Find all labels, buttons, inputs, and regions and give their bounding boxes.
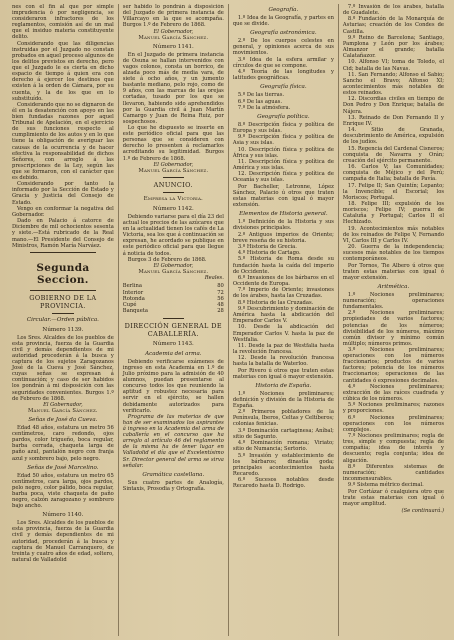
- topic-item: Por Tornos, Tie Albero ú otros que traten estas materias con igual ó mayor extensión.: [342, 262, 444, 281]
- topic-item: 7.º Nociones preliminares; regla de tres, simple y compuesta; regla de compañía; idea de interés y descuento; regla conjunta; idea de aligación.: [342, 433, 444, 464]
- intro-paragraph: Vengo en conformar la negativa del Gobernador.: [12, 205, 114, 218]
- seat-price: 80: [217, 283, 224, 290]
- signature-name: Manuel García Sánchez.: [138, 34, 209, 41]
- topic-item: 10. Descripción física y política de África y sus islas.: [232, 146, 334, 159]
- topic-item: 4.º Nociones preliminares; extracción de las raíces cuadrada y cúbica de los números.: [342, 383, 444, 402]
- topic-item: 2.º Nociones preliminares; propiedades de varios factores; potencias de los números; divisibilidad de los números, máximo común divisor y mínimo común múltiplo; números primos.: [342, 310, 444, 347]
- company-name: Empresa la Victoria.: [143, 196, 204, 202]
- topic-item: 6.º Nociones preliminares; operaciones con los números complejos.: [342, 414, 444, 433]
- subject-heading: Geografía política.: [257, 113, 310, 120]
- description-text: Edad 50 años, estatura un metro 65 centímetros, cara larga, ojos pardos, pelo negro, color pálido, boca regular, barba poca, viste chaqueta de paño negro, calzón zaragozano y sombrero bajo ancho.: [12, 472, 114, 510]
- topic-item: 2.º Antiguos imperios de Oriente; breve reseña de su historia.: [232, 231, 334, 244]
- signature-name: Manuel García Sánchez.: [138, 269, 209, 276]
- topic-item: 5.º De las tierras.: [237, 92, 285, 99]
- intro-paragraph: nes con el fin al que por simple imprudencia ó por negligencia, se consideraron infractores de los reglamentos, comisión así de un mal que el insiduo materia constituyente delito.: [12, 4, 114, 41]
- subject-heading: Geografía.: [268, 7, 299, 13]
- topic-item: 20. Guerra de la independencia; sucesos más notables de los tiempos contemporáneos.: [342, 244, 444, 263]
- topic-item: 5.º Historia de Roma desde su fundación hasta la caída del imperio de Occidente.: [232, 256, 334, 275]
- topic-item: 3.º Historia de Grecia.: [237, 243, 297, 250]
- topic-item: 7.º Invasión de los árabes, batalla de Guadalete.: [342, 4, 444, 17]
- topic-item: 3.º Dominación cartaginesa; Aníbal; sitio de Sagunto.: [232, 427, 334, 440]
- subject-heading: Elementos de Historia general.: [239, 211, 328, 218]
- divider: [30, 252, 96, 253]
- intro-paragraph: Considerando que las diligencias instruidas por el Juzgado no constan probados en aquel proceso algunos de los delitos previstos en derecho, pero que el Juzgado le es cierta en dicho espacio de tiempo á quien era con derecho á ejercer los destinos que existen á la orden de Cámara, por su cuenta, y la de los que en lo substituído.: [12, 40, 114, 102]
- topic-item: 6.º Sucesos notables desde Recaredo hasta D. Rodrigo.: [232, 477, 334, 490]
- topic-item: 5.º Invasión y establecimiento de los bárbaros; dinastía goda; principales acontecimientos hasta Recaredo.: [232, 452, 334, 477]
- topic-item: 15. Regencia del Cardenal Cisneros; conquista de Navarra y Orán; creación del ejército permanente.: [342, 145, 444, 164]
- topic-item: 8.º Historia de las Cruzadas.: [237, 299, 314, 306]
- description-text: Edad 48 años, estatura un metro 56 centímetros, caro redondo, ojos pardos, color trigueño, boca regular, barba cerrada, chaqueta larga de paño azul, pantalón negro con franja azul y sombrero bajo, pelo negro.: [12, 425, 114, 462]
- topic-item: 2.º Primeros pobladores de la Península, Iberos, Celtas y Celtíberos; colonias fenicias.: [232, 409, 334, 428]
- province-title: GOBIERNO DE LA PROVINCIA.: [29, 293, 97, 310]
- academy-heading: Academia del arma.: [145, 350, 202, 357]
- topic-item: 4.º Historia de Cartago.: [237, 250, 301, 257]
- notice-text: Debiendo variarse para el día 23 del actual los precios de las azúcares que en la actualidad tienen los cafés de La Victoria, sea los que á continuación se expresan, he acordado se publique en este periódico oficial para que llegue á noticia de todos.: [122, 214, 224, 257]
- seat-price: 72: [217, 289, 224, 296]
- notice-date: Burgos 3 de Febrero de 1868.: [127, 256, 207, 263]
- notice-number: Número 1143.: [152, 340, 194, 347]
- signature-role: El Gobernador,: [153, 161, 194, 168]
- divider: [163, 177, 184, 178]
- section-title: Segunda Seccion.: [36, 261, 90, 286]
- programme-text: Programa de las materias de que han de ser examinados los aspirantes á ingreso en la Academia del arma de caballería en el concurso que ha arreglo al artículo 46 del reglamento de la misma ha de tener lugar en Valladolid el día que el Excelentísimo Sr. Director general del arma se sirva señalar.: [122, 413, 224, 469]
- topic-item: 6.º De las aguas.: [237, 98, 282, 105]
- topic-item: 10. Alfonso VI; toma de Toledo, el Cid; batalla de las Navas.: [342, 59, 444, 72]
- signature-name: Manuel García Sánchez.: [138, 167, 209, 174]
- notice-text: En el Juzgado de primera instancia de Osuna se hallan intervenidos con vagos colonos, consta un borrico, de alzada poco más de media vara, de siete á ocho años, y un jumento bastante mediano, pelo rojo, como de 9 años, con las marcas de las orejas cortadas, tusado por los que se llevaron, habiendo sido aprehendidos por la Guardia civil á Juan Martín Camargo y Juan de Reina Ruiz, por sospechosos.: [122, 51, 224, 125]
- topic-item: 9.º Descripción física y política de Asia y sus islas.: [232, 134, 334, 147]
- subject-heading: Gramática castellana.: [142, 471, 205, 478]
- topic-item: 1.º Idea de la Geografía, y partes en que se divide.: [232, 15, 334, 28]
- price-unit-heading: Reales.: [204, 275, 224, 282]
- intro-paragraph: Dado en Palacio á catorce de Diciembre de mil ochocientos sesenta y siete.—Está rubricado de la Real mano.—El Presidente del Consejo de Ministros, Ramón María Narváez.: [12, 218, 114, 249]
- subject-text: Sus cuatro partes de Analogía, Sintaxis, Prosodia y Ortografía.: [122, 479, 224, 492]
- topic-item: 1.º Definición de la Historia y sus divisiones principales.: [232, 219, 334, 232]
- topic-item: 1.º Nociones preliminares; numeración; operaciones fundamentales.: [342, 291, 444, 311]
- notice-text: Lo que he dispuesto se inserte en este periódico oficial para que las personas que se consideren con derecho lo presenten á reclamarlos acreditando su legitimidad. Burgos 1.º de Febrero de 1868.: [122, 125, 224, 162]
- topic-item: 11. Desde la paz de Westfalia hasta la revolución francesa.: [232, 342, 334, 355]
- topic-item: 7.º Imperio de Oriente; invasiones de los árabes, hasta las Cruzadas.: [232, 287, 334, 300]
- divider: [163, 318, 184, 319]
- signature-role: El Gobernador,: [153, 263, 194, 270]
- notice-text: Los Sres. Alcaldes de los pueblos de esta provincia, fuerza de la Guardia civil y demás dependientes de mi autoridad, procederán á la busca y captura de Manuel Carranquero, de treinta y cuatro años de edad, soltero, natural de Valladolid: [12, 520, 114, 563]
- department-heading: DIRECCIÓN GENERAL DE CABALLERÍA.: [124, 321, 222, 338]
- subject-heading: Geografía astronómica.: [250, 30, 317, 37]
- description-heading: Señas de José Marcelino.: [27, 464, 99, 471]
- column-4: [338, 4, 448, 636]
- topic-item: 14. Sitio de Granada, descubrimiento de América, expulsión de los judíos.: [342, 127, 444, 146]
- topic-item: 2.º De los cuerpos celestes en general, y opiniones acerca de sus movimientos.: [232, 38, 334, 57]
- topic-item: 8.º Diferentes sistemas de numeración; cantidades inconmensurables.: [342, 463, 444, 482]
- column-2: [118, 4, 228, 636]
- topic-item: 8.º Descripción física y política de Europa y sus islas.: [232, 121, 334, 134]
- topic-item: 12. Discordias civiles en tiempo de Don Pedro y Don Enrique; batalla de Nájera.: [342, 96, 444, 115]
- intro-paragraph: Considerando que no se dignaron de él en la desatención con apoyo en las bien fundadas razones por aquel Tribunal de Apelación, en el ejercicio de sus funciones respecto al cumplimiento de los autos y en lo que tiene la obligación de averiguar las causas de la ocurrencia y de hacer efectiva la responsabilidad de dichos Señores, con arreglo á las prescripciones de la Ley, según las que se formaron, con el carácter que es debido.: [12, 101, 114, 181]
- divider: [30, 290, 96, 291]
- signature-role: El Gobernador,: [43, 401, 83, 408]
- notice-number: Número 1139.: [42, 326, 84, 333]
- topic-item: 9.º Descubrimiento y dominación de América hasta la abdicación del Emperador Carlos V.: [232, 305, 334, 325]
- divider: [163, 192, 184, 193]
- column-3: [228, 4, 338, 636]
- seat-class: Berlina: [122, 283, 142, 290]
- price-row: [123, 308, 224, 314]
- seat-class: Interior: [122, 289, 144, 296]
- topic-item: 4.º Dominación romana; Viriato; sitio de Numancia; Sertorio.: [232, 440, 334, 453]
- subject-heading: Aritmética.: [377, 283, 410, 290]
- description-heading: Señas de José da Cueva.: [28, 417, 98, 424]
- column-1: [8, 4, 118, 636]
- notice-text: ser habido lo pondrán á disposición del Juzgado de primera instancia de Villarcayo en la que se acompaña. Burgos 1.º de Febrero de 1868.: [122, 4, 224, 29]
- topic-item: 11. San Fernando; Alfonso el Sabio; Sancho el Bravo; Alfonso XI; acontecimientos más notables de estos reinados.: [342, 71, 444, 97]
- circular-heading: Circular.—Orden pública.: [26, 316, 99, 323]
- subject-heading: Historia de España.: [255, 382, 312, 389]
- topic-item: 6.º Invasiones de los bárbaros en el Occidente de Europa.: [232, 274, 334, 287]
- topic-item: 12. Descripción física y política de Oceanía y sus islas.: [232, 171, 334, 184]
- topic-item: 12. Desde la revolución francesa hasta la batalla de Waterloo.: [232, 355, 334, 368]
- topic-item: 3.º Nociones preliminares; operaciones con los números fraccionarios; productos de varios factores; potencia de los números fraccionarios; operaciones de las cantidades ó expresiones decimales.: [342, 347, 444, 384]
- topic-item: 18. Felipe III; expulsión de los moriscos; Felipe IV; guerra de Cataluña y Portugal; Carlos II el Hechizado.: [342, 201, 444, 226]
- topic-item: 8.º Fundación de la Monarquía de Asturias; creación de los Condes de Castilla.: [342, 16, 444, 35]
- topic-item: 10. Desde la abdicación del Emperador Carlos V. hasta la paz de Westfalia.: [232, 324, 334, 343]
- topic-item: 9.º Reino de Barcelona; Santiago, Pamplona y León por los árabes; Almanzor el grande; batalla Calatañazor.: [342, 34, 444, 60]
- seat-class: Banqueta: [122, 307, 148, 314]
- topic-item: Por Bacheller, Letronne, López Sánchez, Palacio ú otros que traten estas materias con igual ó mayor extensión.: [232, 183, 334, 209]
- topic-item: 9.º Sistema métrico decimal.: [347, 482, 424, 489]
- intro-paragraph: Considerando por tanto la informado por la Sección de Estado y Gracia y Justicia del Consejo de Estado.: [12, 181, 114, 206]
- topic-item: 4.º Teoría de las longitudes y latitudes geográficas.: [232, 69, 334, 82]
- signature-role: El Gobernador,: [153, 28, 194, 35]
- notice-text: Debiendo verificarse exámenes de ingreso en esta Academia en 1.º de Julio próximo para la admisión de 40 alumnos, puedan presentarse al concurso todos los que reuniendo la aptitud y robustez necesaria para servir en el ejército, se hallen debidamente autorizados para verificarlo.: [122, 358, 224, 414]
- notice-number: Número 1140.: [42, 512, 84, 519]
- seat-class: Rotonda: [122, 295, 145, 302]
- topic-item: 1.º Nociones preliminares; definición y división de la Historia de España.: [232, 390, 334, 409]
- seat-class: Cupé: [122, 301, 137, 308]
- notice-number: Número 1141.: [152, 43, 194, 50]
- notice-number: Número 1142.: [152, 206, 194, 212]
- divider: [52, 313, 74, 314]
- subject-heading: Geografía física.: [260, 84, 307, 91]
- topic-item: 16. Carlos V; las Comunidades; conquista de Méjico y del Perú; campaña de Italia; batalla de Pavía.: [342, 164, 444, 183]
- notice-text: Los Sres. Alcaldes de los pueblos de esta provincia, fuerza de la Guardia civil y demás dependientes de mi autoridad procederán á la busca y captura de los sujetos Zaragozanos José de la Cueva y José Sánchez, cuyas señas se expresan á continuación; y caso de ser habidos los pondrán á mi disposición con las seguridades convenientes. Burgos 1.º de Febrero de 1868.: [12, 334, 114, 402]
- topic-item: Por Cortázar ó cualquiera otro que trate estas materias con igual ó mayor amplitud.: [342, 488, 444, 507]
- topic-item: 7.º De la atmósfera.: [237, 104, 291, 111]
- price-table: [123, 283, 224, 313]
- topic-item: 19. Acontecimientos más notables de los reinados de Felipe V, Fernando VI, Carlos III y Carlos IV.: [342, 225, 444, 244]
- topic-item: 13. Reinado de Don Fernando II y Enrique IV.: [342, 114, 444, 127]
- topic-item: 17. Felipe II; San Quintín; Lepanto; la Invencible; el Escorial; los Moriscos; Portugal.: [342, 182, 444, 201]
- seat-price: 56: [217, 295, 224, 302]
- topic-item: 11. Descripción física y política de América y sus islas.: [232, 159, 334, 172]
- continued-note: (Se continuará.): [401, 507, 444, 514]
- seat-price: 28: [217, 307, 224, 314]
- topic-item: 5.º Nociones preliminares; razones y proporciones.: [342, 402, 444, 415]
- signature-name: Manuel García Sánchez.: [28, 408, 98, 414]
- seat-price: 48: [217, 301, 224, 308]
- topic-item: 3.º Idea de la esfera armilar y círculos de que se compone.: [232, 56, 334, 69]
- topic-item: Por Rivero ú otros que traten estas materias con igual ó mayor extensión.: [232, 367, 334, 380]
- announcement-heading: ANUNCIO.: [153, 181, 193, 189]
